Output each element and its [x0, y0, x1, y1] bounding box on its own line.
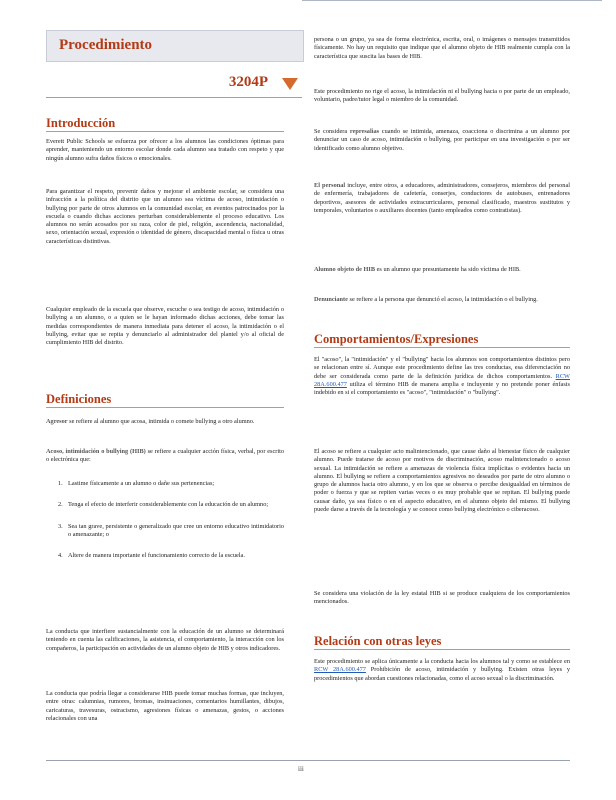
def-hib-term: Acoso, intimidación o bullying (HIB)	[46, 448, 146, 455]
policy-code: 3204P	[228, 74, 268, 90]
footer-rule	[46, 760, 570, 761]
denunciante-term: Denunciante	[314, 296, 348, 303]
other-laws-paragraph: Este procedimiento se aplica únicamente a la conducta hacia los alumnos tal y como se establece en RCW 28A.600.477 Prohibición de acoso, intimidación y bullying. Existen otras leyes y procedimientos que abordan cuestiones relacionadas, como el acoso sexual o la discriminación.	[314, 658, 570, 682]
page-title: Procedimiento	[59, 37, 153, 53]
alumno-objeto-term: Alumno objeto de HIB	[314, 266, 376, 273]
def-hib	[46, 448, 284, 465]
list-item: 3. Sea tan grave, persistente o generalizado que cree un entorno educativo intimidatorio o amenazante; o	[58, 522, 284, 538]
intro-rule	[46, 131, 284, 132]
behaviors-paragraph-1: El "acoso", la "intimidación" y el "bullying" hacia los alumnos son comportamientos distintos pero se relacionan entre sí. Aunque este procedimiento define las tres conductas, esa diferenciación no debe ser considerada como parte de la definición jurídica de dichos comportamientos. RCW 28A.600.477 utiliza el término HIB de manera amplia e incluyente y no pretende poner énfasis indebido en si el comportamiento es "acoso", "intimidación" o "bullying".	[314, 356, 570, 397]
top-rule	[302, 0, 602, 1]
rcw-link[interactable]: RCW 28A.600.477	[314, 372, 570, 388]
personal-paragraph: El personal incluye, entre otros, a educadores, administradores, consejeros, miembros del personal de enfermería, trabajadores de cafetería, conserjes, conductores de autobuses, entrenadores deportivos, asesores de actividades extracurriculares, personal clasificado, maestros sustitutos y temporales, voluntarios o auxiliares docentes (tanto empleados como contratistas).	[314, 182, 570, 214]
other-laws-heading: Relación con otras leyes	[314, 634, 442, 648]
list-item: 2. Tenga el efecto de interferir considerablemente con la educación de un alumno;	[58, 501, 269, 509]
def-paragraph-forms: La conducta que podría llegar a considerarse HIB puede tomar muchas formas, que incluyen, entre otras: calumnias, rumores, bromas, insinuaciones, comentarios humillantes, dibujos, caricaturas, travesuras, ostracismo, agresiones físicas o amenazas, gestos, o acciones relacionales con una	[46, 690, 284, 722]
def-hib-text: se refiere a cualquier acción física, verbal, por escrito o electrónica que:	[46, 448, 285, 464]
alumno-objeto-paragraph: Alumno objeto de HIB es un alumno que presuntamente ha sido víctima de HIB.	[314, 266, 521, 273]
def-agresor-term: Agresor	[46, 418, 68, 425]
definitions-heading: Definiciones	[46, 392, 112, 406]
intro-paragraph-2: Para garantizar el respeto, prevenir daños y mejorar el ambiente escolar, se considera una infracción a la política del distrito que un alumno sea víctima de acoso, intimidación o bullying por parte de otros alumnos en la comunidad escolar, en eventos patrocinados por la escuela o cuando dichas acciones perturban considerablemente el proceso educativo. Los alumnos no serán acosados por su raza, color de piel, religión, ascendencia, nacionalidad, sexo, orientación sexual, expresión o identidad de género, discapacidad mental o física u otras características distintivas.	[46, 188, 284, 245]
intro-paragraph-3: Cualquier empleado de la escuela que observe, escuche o sea testigo de acoso, intimidación o bullying a un alumno, o a quien se le hayan informado dichas acciones, debe tomar las medidas correspondientes de manera inmediata para detener el acoso, la intimidación o el bullying, evitar que se repita y denunciarlo al administrador del plantel y/o al oficial de cumplimiento HIB del distrito.	[46, 306, 284, 347]
def-paragraph-interference: La conducta que interfiere sustancialmente con la educación de un alumno se determinará teniendo en cuenta las calificaciones, la asistencia, el comportamiento, la interacción con los compañeros, la participación en actividades de un alumno objeto de HIB y otros indicadores.	[46, 628, 284, 652]
behaviors-heading: Comportamientos/Expresiones	[314, 332, 479, 346]
represalias-paragraph: Se considera represalias cuando se intimida, amenaza, coacciona o discrimina a un alumno por denunciar un caso de acoso, intimidación o bullying, por participar en una investigación o por ser identificado como alumno objetivo.	[314, 128, 570, 152]
triangle-down-icon	[282, 78, 298, 90]
continued-paragraph: persona o un grupo, ya sea de forma electrónica, escrita, oral, o imágenes o mensajes transmitidos físicamente. No hay un requisito que indique que el alumno objeto de HIB realmente cumpla con la característica que suscita las bases de HIB.	[314, 36, 570, 60]
scope-paragraph: Este procedimiento no rige el acoso, la intimidación ni el bullying hacia o por parte de un empleado, voluntario, padre/tutor legal o miembro de la comunidad.	[314, 88, 570, 104]
code-divider	[46, 97, 302, 98]
represalias-term: represalias	[349, 128, 380, 135]
page-number: iii	[298, 765, 304, 773]
denunciante-paragraph: Denunciante se refiere a la persona que denunció el acoso, la intimidación o el bullying.	[314, 296, 538, 303]
title-banner	[46, 30, 304, 62]
def-agresor	[46, 418, 284, 426]
intro-heading: Introducción	[46, 116, 116, 130]
definitions-rule	[46, 407, 284, 408]
personal-term: El personal	[314, 182, 346, 189]
other-laws-rule	[314, 649, 570, 650]
list-item: 4. Altere de manera importante el funcionamiento correcto de la escuela.	[58, 552, 245, 560]
rcw-link[interactable]: RCW 28A.600.477	[314, 666, 366, 674]
policy-code-row	[46, 72, 302, 98]
hib-criteria-list	[46, 480, 284, 573]
list-item: 1. Lastime físicamente a un alumno o dañe sus pertenencias;	[58, 480, 215, 487]
behaviors-paragraph-3: Se considera una violación de la ley estatal HIB si se produce cualquiera de los comportamientos mencionados.	[314, 590, 570, 606]
behaviors-rule	[314, 347, 570, 348]
behaviors-paragraph-2: El acoso se refiere a cualquier acto malintencionado, que cause daño al bienestar físico de cualquier alumno. Puede tratarse de acoso por motivos de discriminación, acoso malintencionado o acoso sexual. La intimidación se refiere a amenazas de violencia física implícitas o evidentes hacia un alumno. El bullying se refiere a comportamientos agresivos no deseados por parte de otro alumno o grupo de alumnos hacia otro alumno, y en los que se observa o percibe desigualdad en términos de poder o fuerza y que se repiten varias veces o es muy probable que se repitan. El bullying puede causar daño, ya sea físico o en el aspecto educativo, en el alumno objeto del mismo. El bullying puede darse a través de la tecnología y se conoce como bullying electrónico o ciberacoso.	[314, 448, 570, 514]
def-agresor-text: se refiere al alumno que acosa, intimida o comete bullying a otro alumno.	[67, 418, 255, 425]
intro-paragraph-1: Everett Public Schools se esfuerza por ofrecer a los alumnos las condiciones óptimas para aprender, manteniendo un entorno escolar donde cada alumno sea tratado con respeto y que ningún alumno sufra daños físicos o emocionales.	[46, 138, 284, 162]
